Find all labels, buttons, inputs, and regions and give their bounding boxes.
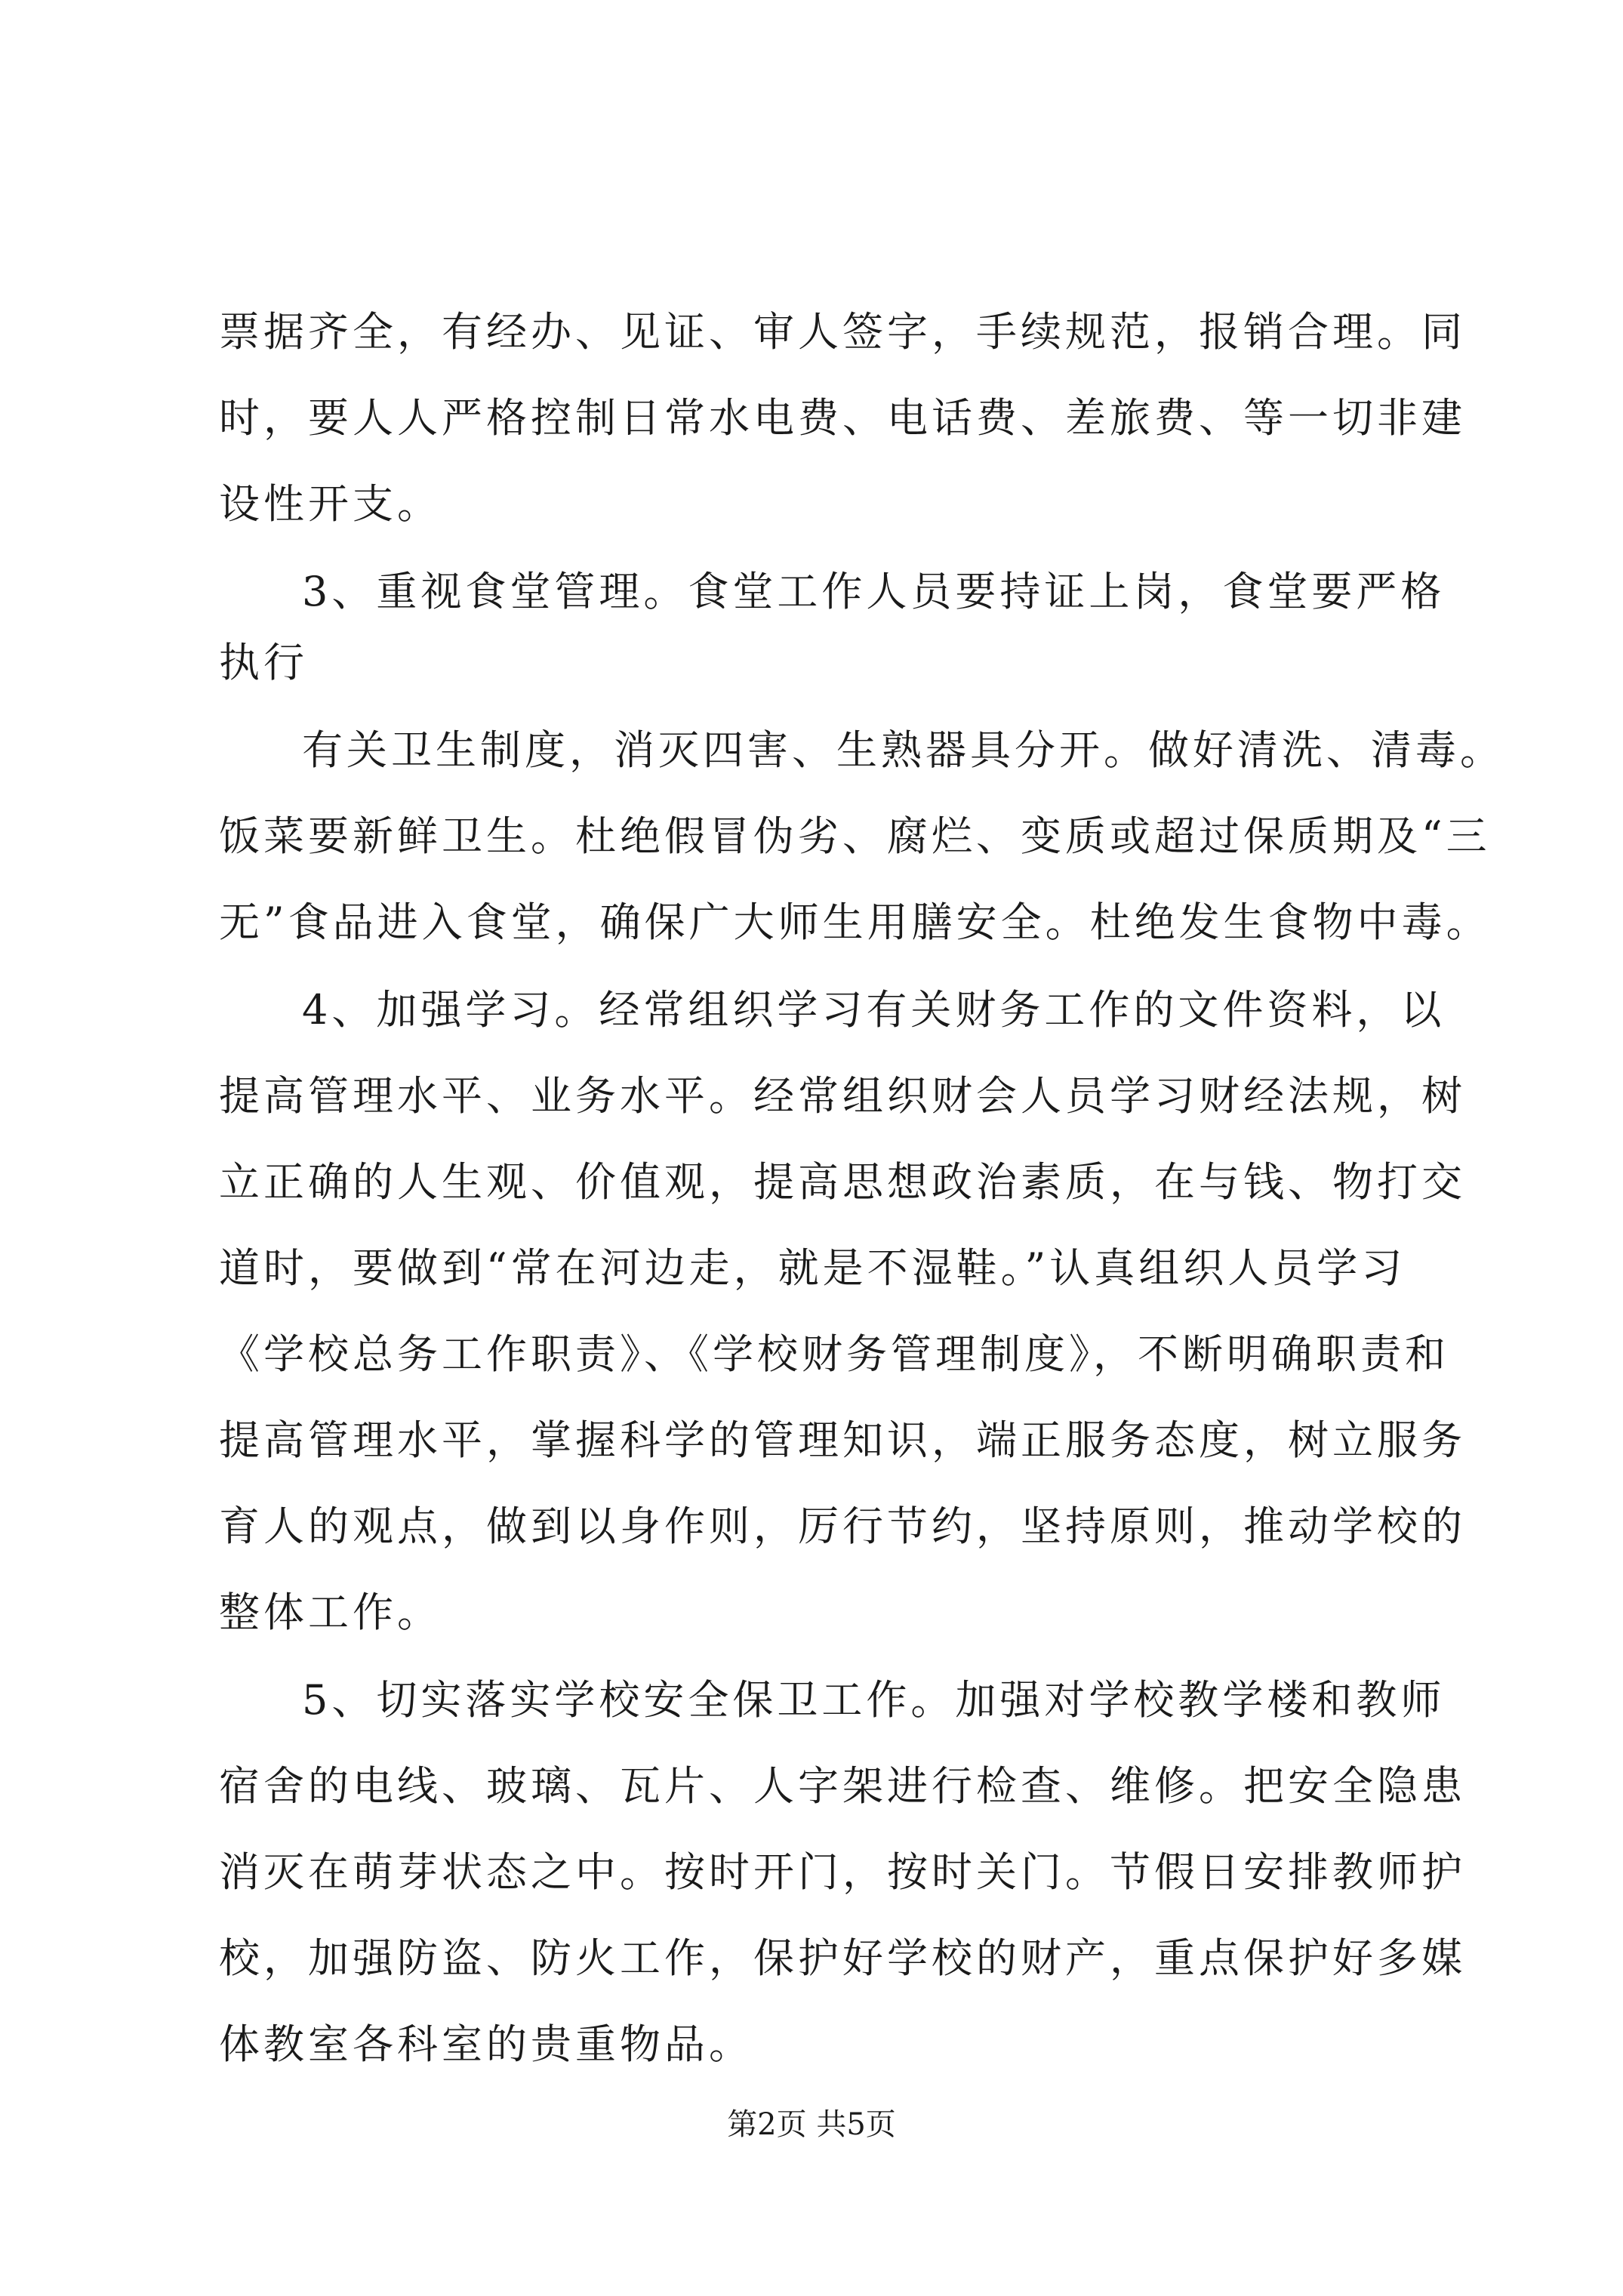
text-line: 饭菜要新鲜卫生。杜绝假冒伪劣、腐烂、变质或超过保质期及“三 <box>219 812 1491 860</box>
text-line: 校，加强防盗、防火工作，保护好学校的财产，重点保护好多媒 <box>219 1934 1466 1982</box>
text-line: 票据齐全，有经办、见证、审人签字，手续规范，报销合理。同 <box>219 308 1466 356</box>
text-line: 3、重视食堂管理。食堂工作人员要持证上岗，食堂要严格 <box>302 568 1446 615</box>
text-line: 有关卫生制度，消灭四害、生熟器具分开。做好清洗、清毒。 <box>302 726 1504 774</box>
text-line: 无”食品进入食堂，确保广大师生用膳安全。杜绝发生食物中毒。 <box>219 898 1491 946</box>
text-line: 体教室各科室的贵重物品。 <box>219 2020 753 2068</box>
text-line: 育人的观点，做到以身作则，厉行节约，坚持原则，推动学校的 <box>219 1502 1466 1550</box>
text-line: 提高管理水平、业务水平。经常组织财会人员学习财经法规，树 <box>219 1072 1466 1120</box>
text-line: 设性开支。 <box>219 480 442 528</box>
text-line: 提高管理水平，掌握科学的管理知识，端正服务态度，树立服务 <box>219 1416 1466 1464</box>
text-line: 宿舍的电线、玻璃、瓦片、人字架进行检查、维修。把安全隐患 <box>219 1762 1466 1810</box>
text-line: 整体工作。 <box>219 1589 442 1636</box>
page-number-footer: 第2页 共5页 <box>727 2107 896 2142</box>
text-line: 4、加强学习。经常组织学习有关财务工作的文件资料，以 <box>302 986 1446 1034</box>
text-line: 消灭在萌芽状态之中。按时开门，按时关门。节假日安排教师护 <box>219 1848 1466 1896</box>
text-line: 执行 <box>219 639 308 686</box>
text-line: 时，要人人严格控制日常水电费、电话费、差旅费、等一切非建 <box>219 394 1466 442</box>
text-line: 立正确的人生观、价值观，提高思想政治素质，在与钱、物打交 <box>219 1158 1466 1206</box>
text-line: 《学校总务工作职责》、《学校财务管理制度》，不断明确职责和 <box>219 1330 1449 1378</box>
text-line: 5、切实落实学校安全保卫工作。加强对学校教学楼和教师 <box>302 1676 1446 1724</box>
text-line: 道时，要做到“常在河边走，就是不湿鞋。”认真组织人员学习 <box>219 1244 1406 1292</box>
